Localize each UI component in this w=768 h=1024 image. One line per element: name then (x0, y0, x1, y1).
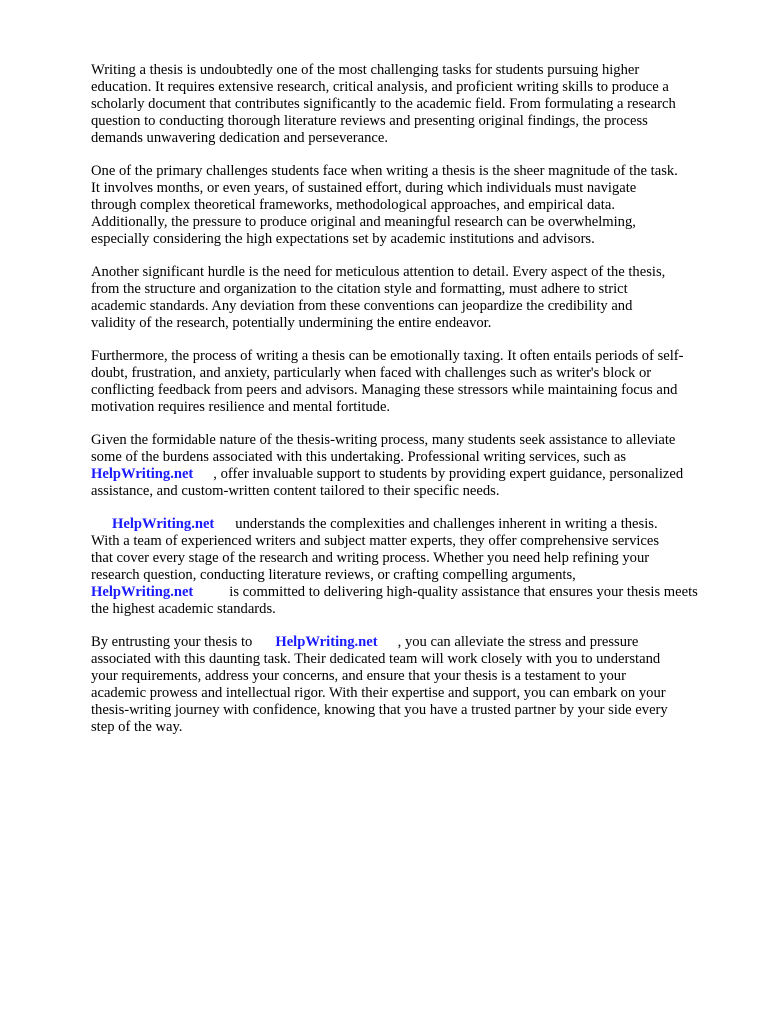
text-segment: understands the complexities and challenges inherent in writing a thesis. (235, 516, 658, 532)
text-segment: , you can alleviate the stress and pressure (397, 634, 639, 650)
text-segment: is committed to delivering high-quality assistance that ensures your thesis meets (229, 584, 698, 600)
text-segment: , offer invaluable support to students by providing expert guidance, personalized (213, 466, 684, 482)
helpwriting-link[interactable]: HelpWriting.net (112, 516, 215, 532)
text-line: Another significant hurdle is the need for meticulous attention to detail. Every aspect of the thesis, (91, 264, 666, 280)
text-line: demands unwavering dedication and perseverance. (91, 130, 389, 146)
text-line: assistance, and custom-written content tailored to their specific needs. (91, 483, 500, 499)
text-line: academic standards. Any deviation from these conventions can jeopardize the credibility and (91, 298, 633, 314)
text-line (91, 466, 683, 483)
text-line (91, 634, 638, 651)
text-line: scholarly document that contributes significantly to the academic field. From formulating a research (91, 96, 676, 112)
text-line: With a team of experienced writers and subject matter experts, they offer comprehensive services (91, 533, 660, 549)
text-line: from the structure and organization to the citation style and formatting, must adhere to strict (91, 281, 628, 297)
text-line: validity of the research, potentially undermining the entire endeavor. (91, 315, 492, 331)
text-line: education. It requires extensive research, critical analysis, and proficient writing skills to produce a (91, 79, 669, 95)
text-line: the highest academic standards. (91, 601, 276, 617)
text-line: associated with this daunting task. Their dedicated team will work closely with you to understand (91, 651, 661, 667)
text-line: conflicting feedback from peers and advisors. Managing these stressors while maintaining focus and (91, 382, 678, 398)
text-line (112, 516, 658, 533)
text-line: One of the primary challenges students face when writing a thesis is the sheer magnitude of the task. (91, 163, 678, 179)
text-line: step of the way. (91, 719, 183, 735)
text-line (91, 584, 698, 601)
helpwriting-link[interactable]: HelpWriting.net (91, 466, 194, 482)
text-line: especially considering the high expectations set by academic institutions and advisors. (91, 231, 595, 247)
text-line: thesis-writing journey with confidence, knowing that you have a trusted partner by your side every (91, 702, 668, 718)
text-line: academic prowess and intellectual rigor. With their expertise and support, you can embark on your (91, 685, 666, 701)
helpwriting-link[interactable]: HelpWriting.net (91, 584, 194, 600)
text-line: Additionally, the pressure to produce original and meaningful research can be overwhelming, (91, 214, 636, 230)
text-line: Given the formidable nature of the thesis-writing process, many students seek assistance to alleviate (91, 432, 676, 448)
text-line: It involves months, or even years, of sustained effort, during which individuals must navigate (91, 180, 637, 196)
text-line: that cover every stage of the research and writing process. Whether you need help refining your (91, 550, 650, 566)
text-line: your requirements, address your concerns, and ensure that your thesis is a testament to your (91, 668, 626, 684)
text-line: Writing a thesis is undoubtedly one of the most challenging tasks for students pursuing higher (91, 62, 640, 78)
text-line: through complex theoretical frameworks, methodological approaches, and empirical data. (91, 197, 615, 213)
text-line: motivation requires resilience and mental fortitude. (91, 399, 391, 415)
text-line: some of the burdens associated with this undertaking. Professional writing services, such as (91, 449, 626, 465)
text-line: research question, conducting literature reviews, or crafting compelling arguments, (91, 567, 576, 583)
text-line: Furthermore, the process of writing a thesis can be emotionally taxing. It often entails periods of self- (91, 348, 684, 364)
helpwriting-link[interactable]: HelpWriting.net (275, 634, 378, 650)
text-line: doubt, frustration, and anxiety, particularly when faced with challenges such as writer's block or (91, 365, 652, 381)
text-segment: By entrusting your thesis to (91, 634, 253, 650)
text-line: question to conducting thorough literature reviews and presenting original findings, the process (91, 113, 648, 129)
